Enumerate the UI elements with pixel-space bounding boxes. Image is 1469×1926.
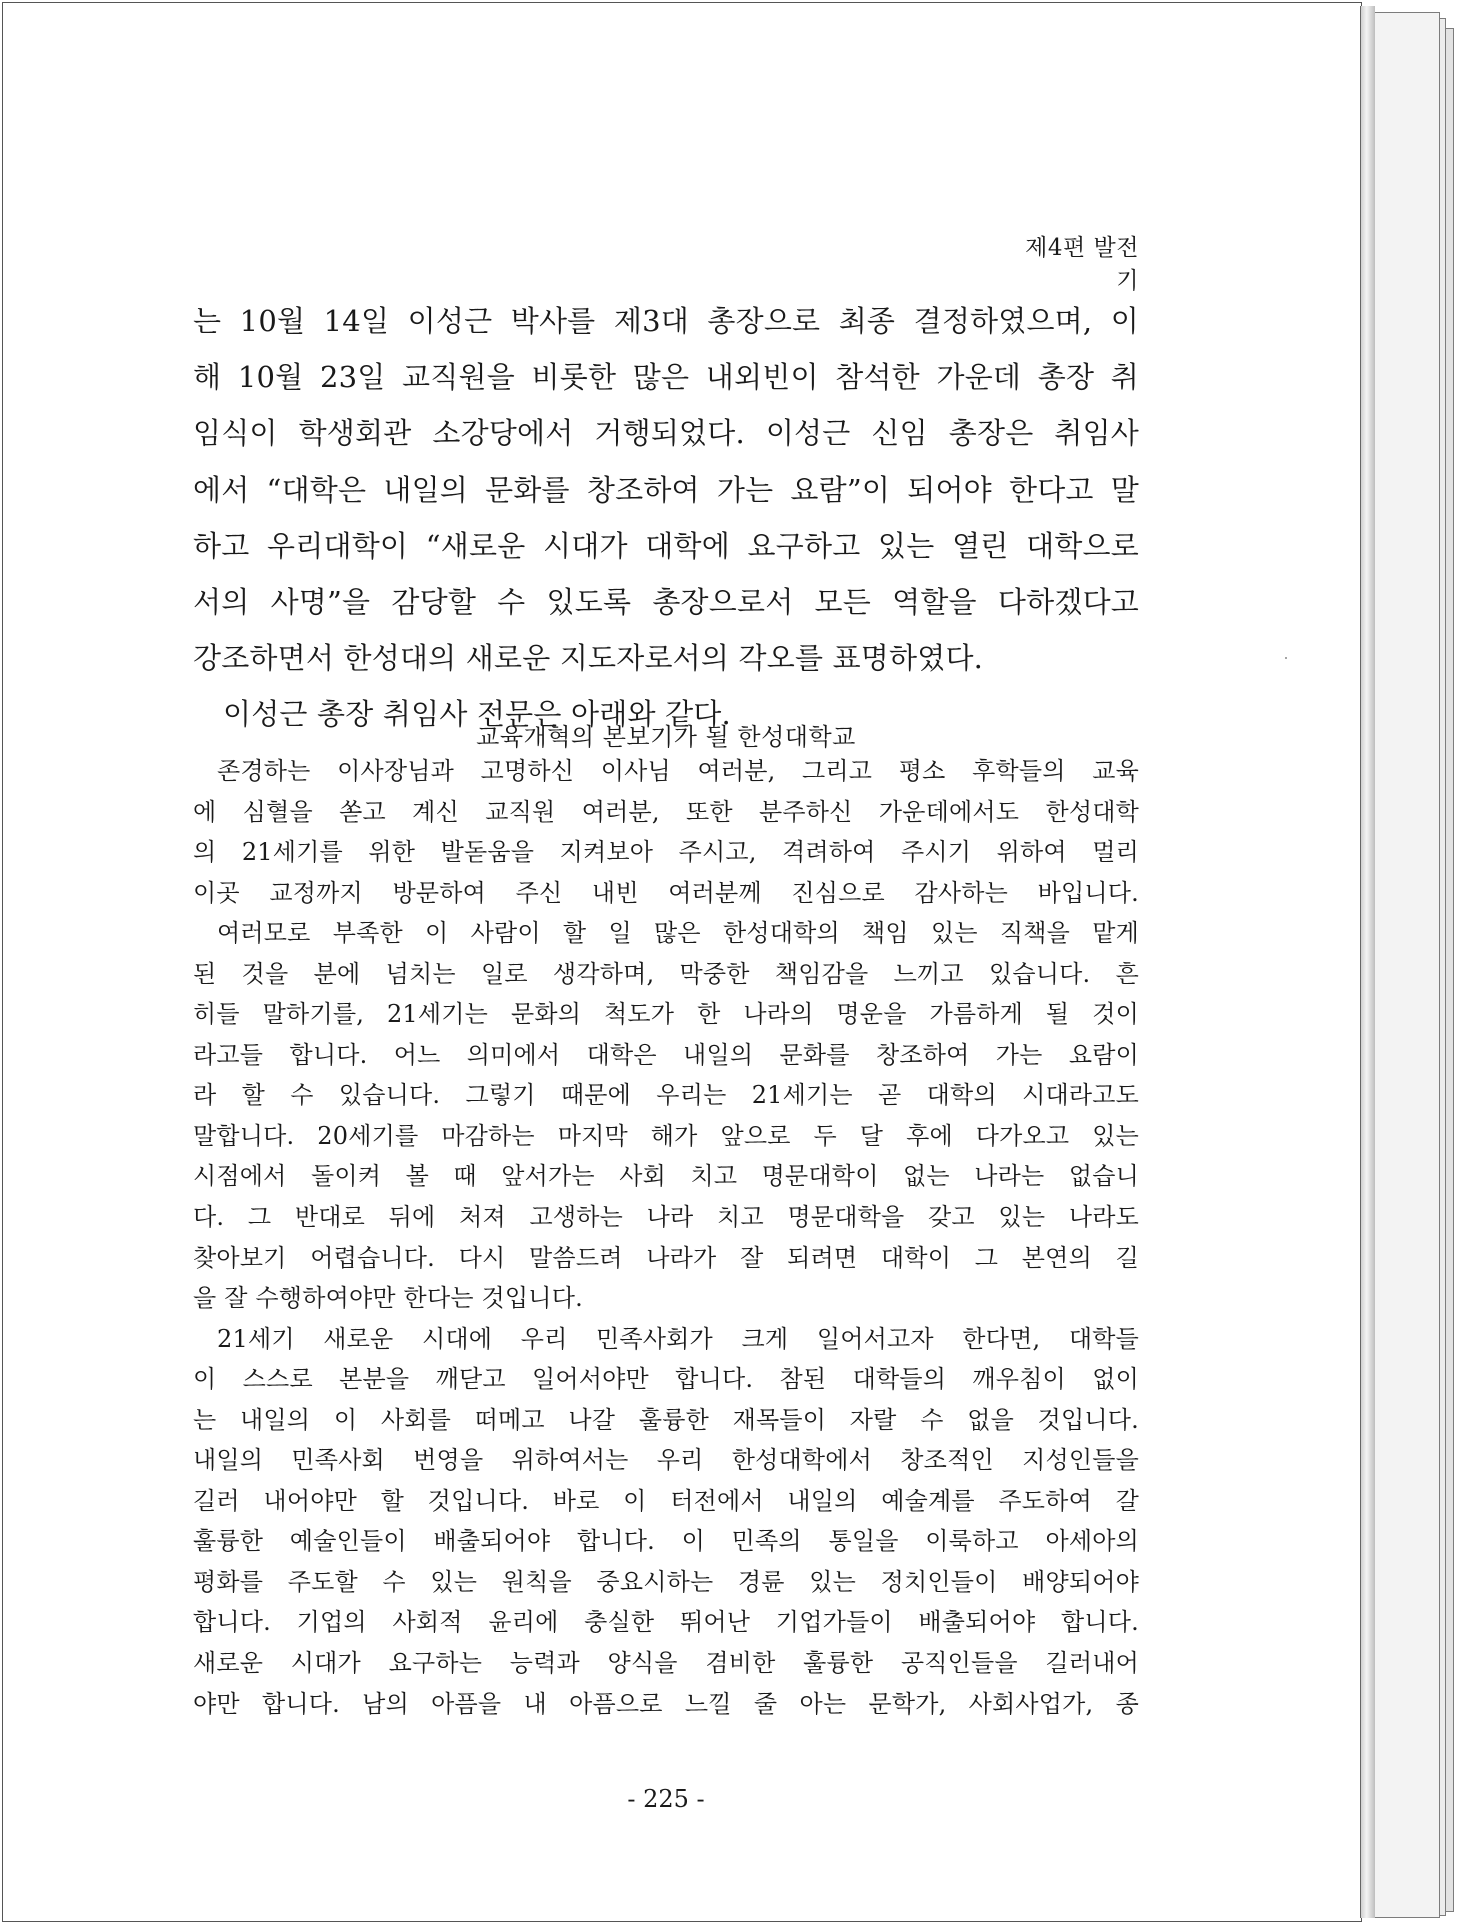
running-header: 제4편 발전기 (1025, 235, 1139, 294)
speech-line: 히들 말하기를, 21세기는 문화의 척도가 한 나라의 명운을 가름하게 될 것이 (193, 1000, 1139, 1029)
page-edge-shadow (1360, 6, 1375, 1918)
speech-line: 존경하는 이사장님과 고명하신 이사님 여러분, 그리고 평소 후학들의 교육 (217, 757, 1139, 785)
paragraph-line: 이성근 총장 취임사 전문은 아래와 같다. (223, 697, 731, 732)
paragraph-line: 는 10월 14일 이성근 박사를 제3대 총장으로 최종 결정하였으며, 이 (193, 304, 1139, 338)
speech-line: 의 21세기를 위한 발돋움을 지켜보아 주시고, 격려하여 주시기 위하여 멀리 (193, 838, 1139, 867)
speech-line: 에 심혈을 쏟고 계신 교직원 여러분, 또한 분주하신 가운데에서도 한성대학 (193, 797, 1139, 826)
speech-line: 새로운 시대가 요구하는 능력과 양식을 겸비한 훌륭한 공직인들을 길러내어 (193, 1649, 1139, 1678)
speech-line: 이곳 교정까지 방문하여 주신 내빈 여러분께 진심으로 감사하는 바입니다. (193, 878, 1139, 907)
speech-line: 찾아보기 어렵습니다. 다시 말씀드려 나라가 잘 되려면 대학이 그 본연의 길 (193, 1243, 1139, 1272)
page-number: - 225 - (627, 1785, 705, 1813)
speech-line: 여러모로 부족한 이 사람이 할 일 많은 한성대학의 책임 있는 직책을 맡게 (217, 919, 1139, 948)
speech-title: 교육개혁의 본보기가 될 한성대학교 (476, 723, 856, 751)
speech-line: 내일의 민족사회 번영을 위하여서는 우리 한성대학에서 창조적인 지성인들을 (193, 1446, 1139, 1475)
speech-line: 이 스스로 본분을 깨닫고 일어서야만 합니다. 참된 대학들의 깨우침이 없이 (193, 1365, 1139, 1394)
paragraph-line: 서의 사명”을 감당할 수 있도록 총장으로서 모든 역할을 다하겠다고 (193, 584, 1139, 619)
speech-line: 평화를 주도할 수 있는 원칙을 중요시하는 경륜 있는 정치인들이 배양되어야 (193, 1567, 1139, 1596)
speech-line: 훌륭한 예술인들이 배출되어야 합니다. 이 민족의 통일을 이룩하고 아세아의 (193, 1527, 1139, 1556)
paragraph-line: 에서 “대학은 내일의 문화를 창조하여 가는 요람”이 되어야 한다고 말 (193, 472, 1139, 507)
document-page (2, 2, 1362, 1922)
speech-text (193, 751, 1139, 1724)
paragraph-line: 하고 우리대학이 “새로운 시대가 대학에 요구하고 있는 열린 대학으로 (193, 528, 1139, 563)
speech-line: 을 잘 수행하여야만 한다는 것입니다. (193, 1284, 583, 1313)
paragraph-line: 강조하면서 한성대의 새로운 지도자로서의 각오를 표명하였다. (193, 641, 984, 676)
speech-line: 길러 내어야만 할 것입니다. 바로 이 터전에서 내일의 예술계를 주도하여 갈 (193, 1486, 1139, 1515)
speech-line: 는 내일의 이 사회를 떠메고 나갈 훌륭한 재목들이 자랄 수 없을 것입니다. (193, 1405, 1139, 1434)
intro-paragraph (193, 293, 1139, 743)
speech-line: 시점에서 돌이켜 볼 때 앞서가는 사회 치고 명문대학이 없는 나라는 없습니 (193, 1162, 1139, 1191)
speech-line: 말합니다. 20세기를 마감하는 마지막 해가 앞으로 두 달 후에 다가오고 있는 (193, 1121, 1139, 1150)
speech-line: 라고들 합니다. 어느 의미에서 대학은 내일의 문화를 창조하여 가는 요람이 (193, 1040, 1139, 1069)
speech-line: 야만 합니다. 남의 아픔을 내 아픔으로 느낄 줄 아는 문학가, 사회사업가, 종 (193, 1689, 1139, 1718)
scan-speck (1285, 657, 1287, 659)
paragraph-line: 임식이 학생회관 소강당에서 거행되었다. 이성근 신임 총장은 취임사 (193, 416, 1139, 451)
speech-line: 다. 그 반대로 뒤에 처져 고생하는 나라 치고 명문대학을 갖고 있는 나라도 (193, 1203, 1139, 1232)
paragraph-line: 해 10월 23일 교직원을 비롯한 많은 내외빈이 참석한 가운데 총장 취 (193, 360, 1139, 395)
speech-line: 21세기 새로운 시대에 우리 민족사회가 크게 일어서고자 한다면, 대학들 (217, 1324, 1139, 1353)
speech-line: 된 것을 분에 넘치는 일로 생각하며, 막중한 책임감을 느끼고 있습니다. 흔 (193, 959, 1139, 988)
speech-line: 합니다. 기업의 사회적 윤리에 충실한 뛰어난 기업가들이 배출되어야 합니다. (193, 1608, 1139, 1637)
speech-line: 라 할 수 있습니다. 그렇기 때문에 우리는 21세기는 곧 대학의 시대라고도 (193, 1081, 1139, 1110)
